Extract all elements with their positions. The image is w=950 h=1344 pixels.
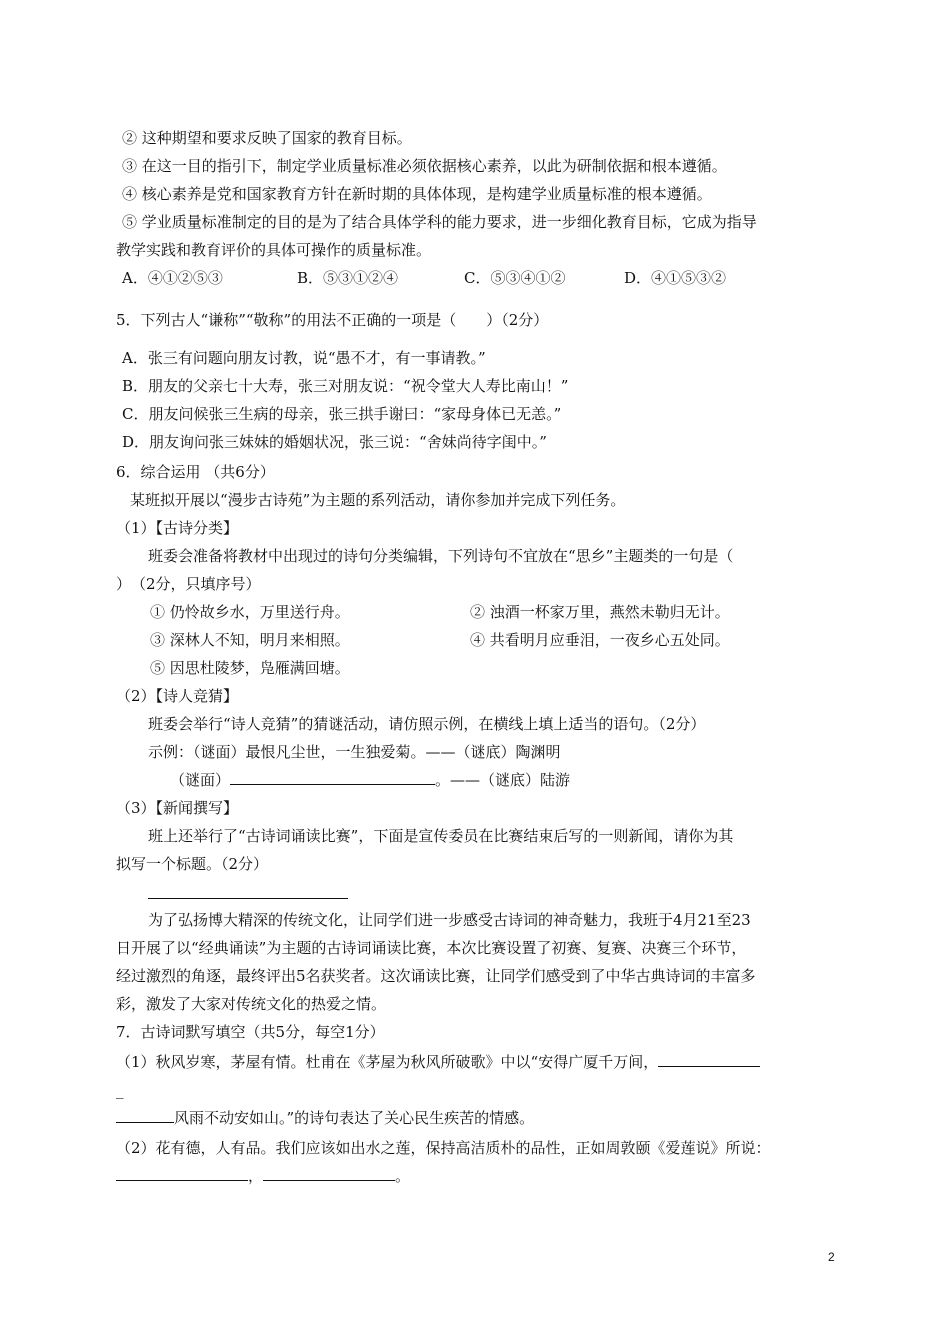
riddle-label: （谜面） xyxy=(170,771,231,789)
q7-blank-1[interactable] xyxy=(658,1052,760,1067)
q7-blank-1-continued[interactable] xyxy=(116,1108,174,1123)
q6-part1-title: （1）【古诗分类】 xyxy=(116,519,239,537)
news-paragraph-line-3: 经过激烈的角逐，最终评出5名获奖者。这次诵读比赛，让同学们感受到了中华古典诗词的丰富多 xyxy=(116,967,756,985)
q5-stem: 5．下列古人“谦称”“敬称”的用法不正确的一项是（ ）（2分） xyxy=(116,311,549,329)
q6-part2-text: 班委会举行“诗人竞猜”的猜谜活动，请仿照示例，在横线上填上适当的语句。（2分） xyxy=(148,715,706,733)
news-paragraph-line-4: 彩，激发了大家对传统文化的热爱之情。 xyxy=(116,995,387,1013)
q7-part1-line-b xyxy=(116,1108,534,1128)
q6-part1-text-a: 班委会准备将教材中出现过的诗句分类编辑，下列诗句不宜放在“思乡”主题类的一句是（ xyxy=(148,547,734,565)
q6-intro: 某班拟开展以“漫步古诗苑”为主题的系列活动，请你参加并完成下列任务。 xyxy=(130,491,626,509)
q6-part3-text-b: 拟写一个标题。（2分） xyxy=(116,855,269,873)
q7-blank-2[interactable] xyxy=(116,1166,248,1181)
page-number: 2 xyxy=(828,1250,835,1264)
q7-part1-text: （1）秋风岁寒，茅屋有情。杜甫在《茅屋为秋风所破歌》中以“安得广厦千万间， xyxy=(116,1053,659,1071)
q4-option-d: D．④①⑤③② xyxy=(624,269,727,287)
riddle-answer-blank[interactable] xyxy=(230,770,435,785)
q4-statement-3: ③ 在这一目的指引下，制定学业质量标准必须依据核心素养，以此为研制依据和根本遵循。 xyxy=(122,157,727,175)
q4-statement-5b: 教学实践和教育评价的具体可操作的质量标准。 xyxy=(116,241,432,259)
news-paragraph-line-1: 为了弘扬博大精深的传统文化，让同学们进一步感受古诗词的神奇魅力，我班于4月21至23 xyxy=(148,911,751,929)
q5-option-b: B．朋友的父亲七十大寿，张三对朋友说：“祝令堂大人寿比南山！” xyxy=(122,377,569,395)
q6-part2-example: 示例：（谜面）最恨凡尘世，一生独爱菊。——（谜底）陶渊明 xyxy=(148,743,561,761)
riddle-answer-suffix: 。——（谜底）陆游 xyxy=(435,771,571,789)
q6-part3-title: （3）【新闻撰写】 xyxy=(116,799,239,817)
q7-comma: ， xyxy=(248,1167,264,1185)
q7-period: 。 xyxy=(395,1167,411,1185)
q4-option-a: A．④①②⑤③ xyxy=(122,269,223,287)
q4-statement-4: ④ 核心素养是党和国家教育方针在新时期的具体体现，是构建学业质量标准的根本遵循。 xyxy=(122,185,712,203)
q4-option-b: B．⑤③①②④ xyxy=(297,269,399,287)
q7-part1-dash: _ xyxy=(116,1081,124,1099)
q4-statement-2: ② 这种期望和要求反映了国家的教育目标。 xyxy=(122,129,412,147)
q7-part2-line-a: （2）花有德，人有品。我们应该如出水之莲，保持高洁质朴的品性，正如周敦颐《爱莲说》所说： xyxy=(116,1139,771,1157)
q6-part1-item-1: ① 仍怜故乡水，万里送行舟。 xyxy=(150,603,350,621)
q6-part1-item-4: ④ 共看明月应垂泪，一夜乡心五处同。 xyxy=(470,631,730,649)
q6-part1-text-b: ） （2分，只填序号） xyxy=(116,575,261,593)
q7-part2-line-b xyxy=(116,1166,410,1186)
q7-blank-3[interactable] xyxy=(263,1166,395,1181)
q4-option-c: C．⑤③④①② xyxy=(464,269,566,287)
q6-part1-item-5: ⑤ 因思杜陵梦，凫雁满回塘。 xyxy=(150,659,350,677)
q4-statement-5a: ⑤ 学业质量标准制定的目的是为了结合具体学科的能力要求，进一步细化教育目标，它成为指导 xyxy=(122,213,757,231)
q6-part1-item-2: ② 浊酒一杯家万里，燕然未勒归无计。 xyxy=(470,603,730,621)
q6-stem: 6．综合运用 （共6分） xyxy=(116,463,275,481)
q5-option-a: A．张三有问题向朋友讨教，说“愚不才，有一事请教。” xyxy=(122,349,486,367)
q6-part1-item-3: ③ 深林人不知，明月来相照。 xyxy=(150,631,350,649)
q5-option-c: C．朋友问候张三生病的母亲，张三拱手谢曰：“家母身体已无恙。” xyxy=(122,405,562,423)
q6-part3-text-a: 班上还举行了“古诗词诵读比赛”，下面是宣传委员在比赛结束后写的一则新闻，请你为其 xyxy=(148,827,734,845)
q6-part2-title: （2）【诗人竞猜】 xyxy=(116,687,239,705)
q7-part1-text-b: 风雨不动安如山。”的诗句表达了关心民生疾苦的情感。 xyxy=(174,1109,535,1127)
q5-option-d: D．朋友询问张三妹妹的婚姻状况，张三说：“舍妹尚待字闺中。” xyxy=(122,433,547,451)
q7-part1-line-a xyxy=(116,1052,760,1072)
q6-part2-answer-line[interactable] xyxy=(170,770,570,790)
headline-answer-blank[interactable] xyxy=(148,898,348,899)
news-paragraph-line-2: 日开展了以“经典诵读”为主题的古诗词诵读比赛，本次比赛设置了初赛、复赛、决赛三个环节， xyxy=(116,939,747,957)
q7-stem: 7．古诗词默写填空（共5分，每空1分） xyxy=(116,1023,385,1041)
